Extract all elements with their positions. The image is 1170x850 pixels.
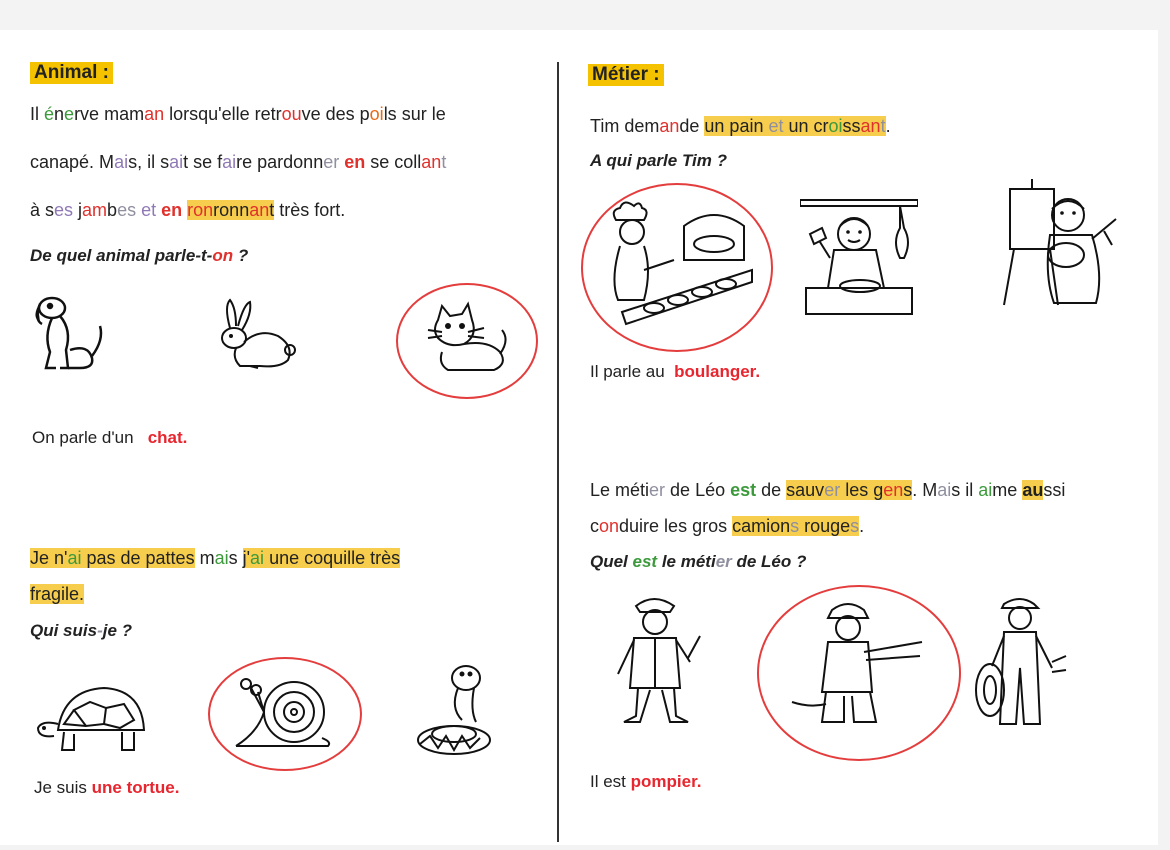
- metier-question2: Quel est le métier de Léo ?: [590, 552, 807, 571]
- snake-icon: [410, 660, 494, 765]
- mechanic-icon: [972, 592, 1070, 727]
- animal-text-line1: Il énerve maman lorsqu'elle retrouve des poils sur le: [30, 104, 446, 124]
- riddle-line1: Je n'ai pas de pattes mais j'ai une coquille très: [30, 548, 401, 568]
- animal-heading: Animal :: [30, 62, 113, 84]
- snail-icon: [228, 672, 334, 754]
- animal-answer: On parle d'un chat.: [32, 428, 188, 447]
- policeman-icon: [610, 592, 702, 727]
- riddle-line2: fragile.: [30, 584, 85, 604]
- cat-icon: [418, 300, 513, 378]
- animal-answer-word: chat.: [147, 428, 188, 447]
- metier-text1: Tim demande un pain et un croissant.: [590, 116, 891, 136]
- metier-text2-line1: Le métier de Léo est de sauver les gens. Mais il aime aussi: [590, 480, 1066, 500]
- baker-icon: [604, 200, 754, 330]
- metier-answer2: Il est pompier.: [590, 772, 702, 791]
- metier-answer2-word: pompier.: [630, 772, 702, 791]
- riddle-answer: Je suis une tortue.: [34, 778, 180, 797]
- butcher-icon: [800, 198, 918, 316]
- metier-question1: A qui parle Tim ?: [590, 151, 727, 170]
- dog-icon: [30, 290, 110, 375]
- metier-heading: Métier :: [588, 64, 664, 86]
- riddle-answer-word: une tortue.: [91, 778, 180, 797]
- riddle-question: Qui suis-je ?: [30, 621, 133, 640]
- metier-answer1: Il parle au boulanger.: [590, 362, 761, 381]
- tortoise-icon: [34, 680, 154, 760]
- column-divider: [557, 62, 559, 842]
- metier-answer1-word: boulanger.: [674, 362, 761, 381]
- painter-icon: [1000, 175, 1120, 310]
- metier-text2-line2: conduire les gros camions rouges.: [590, 516, 865, 536]
- animal-text-line2: canapé. Mais, il sait se faire pardonner en se collant: [30, 152, 447, 172]
- animal-text-line3: à ses jambes et en ronronnant très fort.: [30, 200, 346, 220]
- rabbit-icon: [210, 298, 298, 373]
- animal-question: De quel animal parle-t-on ?: [30, 246, 249, 265]
- firefighter-icon: [790, 600, 926, 728]
